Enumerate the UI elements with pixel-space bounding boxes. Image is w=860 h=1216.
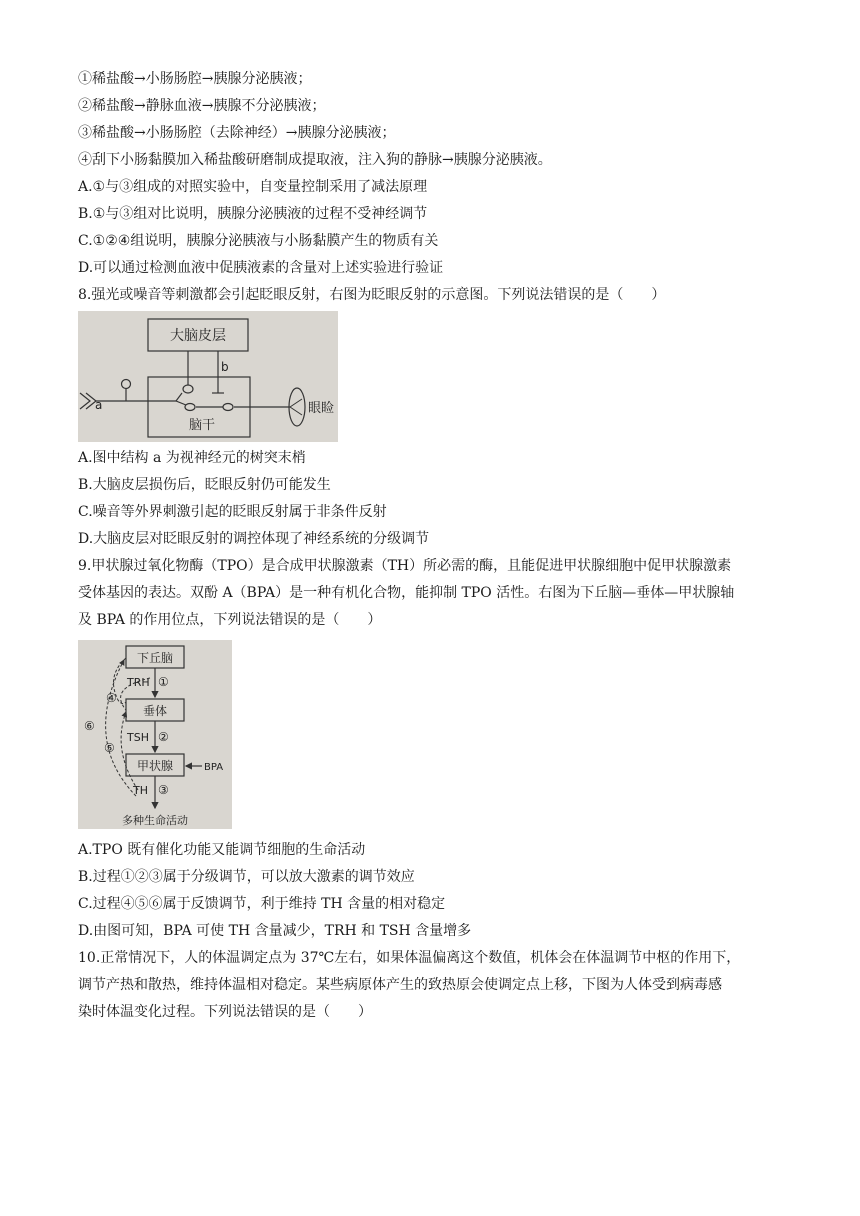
q7-item-1: ①稀盐酸→小肠肠腔→胰腺分泌胰液；	[78, 71, 312, 87]
q9-stem-line3: 及 BPA 的作用位点，下列说法错误的是（ ）	[78, 612, 382, 628]
process-4-label: ④	[106, 691, 117, 705]
q10-stem-line2: 调节产热和散热，维持体温相对稳定。某些病原体产生的致热原会使调定点上移，下图为人体受到病毒感	[78, 977, 722, 993]
q7-option-c: C.①②④组说明，胰腺分泌胰液与小肠黏膜产生的物质有关	[78, 233, 439, 249]
q7-item-3: ③稀盐酸→小肠肠腔（去除神经）→胰腺分泌胰液；	[78, 125, 396, 141]
process-3-label: ③	[158, 783, 169, 797]
hypothalamus-label: 下丘脑	[136, 651, 174, 665]
q8-option-b: B.大脑皮层损伤后，眨眼反射仍可能发生	[78, 477, 331, 493]
trh-label: TRH	[127, 676, 150, 689]
q9-option-a: A.TPO 既有催化功能又能调节细胞的生命活动	[78, 842, 366, 858]
q9-stem-line1: 9.甲状腺过氧化物酶（TPO）是合成甲状腺激素（TH）所必需的酶，且能促进甲状腺细胞中促甲状腺激素	[78, 558, 732, 574]
activities-label: 多种生命活动	[122, 814, 188, 827]
q8-option-a: A.图中结构 a 为视神经元的树突末梢	[78, 450, 306, 466]
q7-item-4: ④刮下小肠黏膜加入稀盐酸研磨制成提取液，注入狗的静脉→胰腺分泌胰液。	[78, 152, 552, 168]
q8-stem: 8.强光或噪音等刺激都会引起眨眼反射，右图为眨眼反射的示意图。下列说法错误的是（ ）	[78, 287, 666, 303]
process-5-label: ⑤	[104, 741, 115, 755]
q7-option-d: D.可以通过检测血液中促胰液素的含量对上述实验进行验证	[78, 260, 444, 276]
label-b: b	[221, 360, 229, 374]
q7-item-2: ②稀盐酸→静脉血液→胰腺不分泌胰液；	[78, 98, 326, 114]
bpa-label: BPA	[204, 762, 224, 773]
q9-option-d: D.由图可知，BPA 可使 TH 含量减少，TRH 和 TSH 含量增多	[78, 923, 472, 939]
q9-stem-line2: 受体基因的表达。双酚 A（BPA）是一种有机化合物，能抑制 TPO 活性。右图为下丘脑—垂体—甲状腺轴	[78, 585, 735, 601]
q7-option-a: A.①与③组成的对照实验中，自变量控制采用了减法原理	[78, 179, 428, 195]
q10-stem-line3: 染时体温变化过程。下列说法错误的是（ ）	[78, 1004, 372, 1020]
brainstem-label: 脑干	[188, 418, 216, 433]
th-label: TH	[133, 784, 148, 797]
q7-option-b: B.①与③组对比说明，胰腺分泌胰液的过程不受神经调节	[78, 206, 428, 222]
q9-option-c: C.过程④⑤⑥属于反馈调节，利于维持 TH 含量的相对稳定	[78, 896, 446, 912]
hpt-axis-diagram	[78, 640, 232, 829]
process-6-label: ⑥	[84, 719, 95, 733]
label-a: a	[95, 398, 103, 412]
blink-reflex-diagram	[78, 311, 338, 442]
thyroid-label: 甲状腺	[136, 759, 174, 773]
pituitary-label: 垂体	[142, 704, 168, 718]
q9-option-b: B.过程①②③属于分级调节，可以放大激素的调节效应	[78, 869, 415, 885]
q8-option-d: D.大脑皮层对眨眼反射的调控体现了神经系统的分级调节	[78, 531, 430, 547]
tsh-label: TSH	[127, 731, 149, 744]
process-1-label: ①	[158, 675, 169, 689]
q10-stem-line1: 10.正常情况下，人的体温调定点为 37℃左右，如果体温偏离这个数值，机体会在体温调节中枢的作用下，	[78, 950, 741, 966]
eyelid-label: 眼睑	[308, 401, 335, 416]
q8-option-c: C.噪音等外界刺激引起的眨眼反射属于非条件反射	[78, 504, 387, 520]
process-2-label: ②	[158, 730, 169, 744]
cortex-label: 大脑皮层	[170, 328, 226, 344]
